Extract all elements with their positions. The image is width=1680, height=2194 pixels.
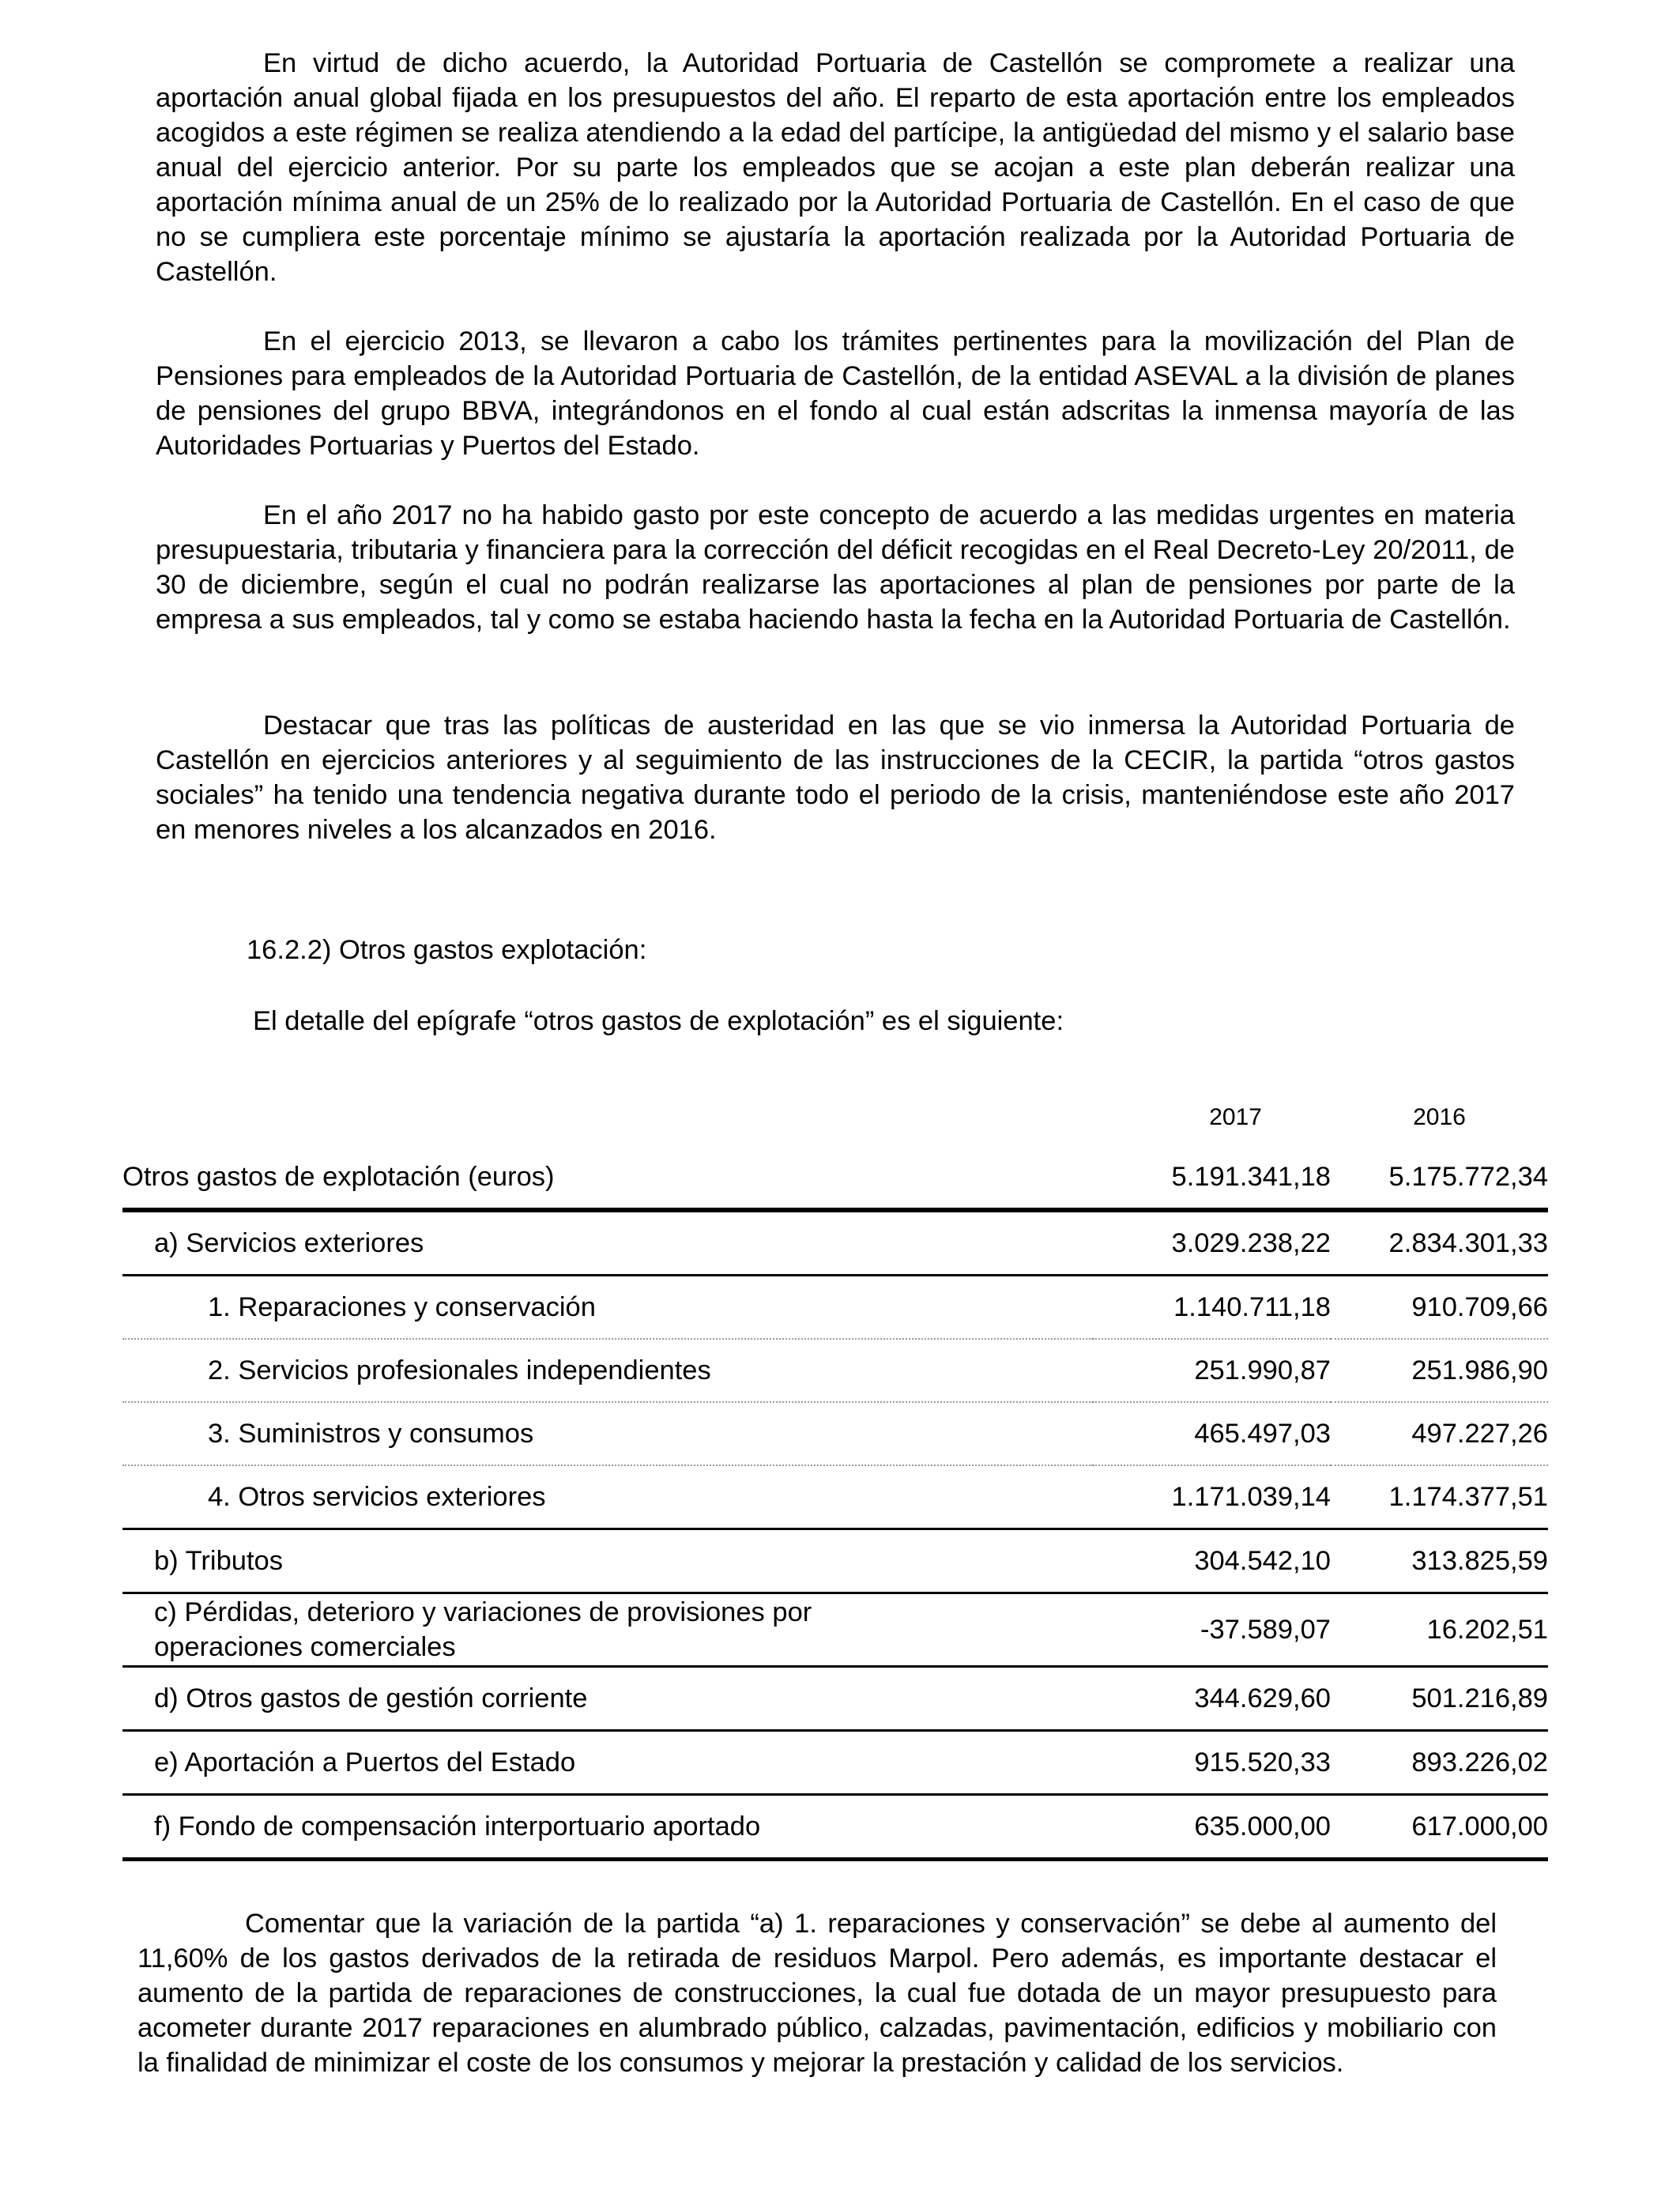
row-label: a) Servicios exteriores — [122, 1210, 1093, 1276]
value-2017: 915.520,33 — [1093, 1731, 1331, 1795]
value-2016: 2.834.301,33 — [1331, 1210, 1548, 1276]
row-label: e) Aportación a Puertos del Estado — [122, 1731, 1093, 1795]
value-2017: -37.589,07 — [1093, 1593, 1331, 1667]
table-row-aportacion-puertos — [122, 1731, 1548, 1795]
paragraph-real-decreto: En el año 2017 no ha habido gasto por este concepto de acuerdo a las medidas urgentes en materia presupuestaria, tributaria y financiera para la corrección del déficit recogidas en el Real Decreto-Ley 20/2011, de 30 de diciembre, según el cual no podrán realizarse las aportaciones al plan de pensiones por parte de la empresa a sus empleados, tal y como se estaba haciendo hasta la fecha en la Autoridad Portuaria de Castellón. — [156, 500, 1515, 635]
row-label: f) Fondo de compensación interportuario aportado — [122, 1795, 1093, 1860]
table-row-suministros — [122, 1402, 1548, 1465]
value-2016: 16.202,51 — [1331, 1593, 1548, 1667]
row-label: b) Tributos — [122, 1529, 1093, 1593]
value-2017: 5.191.341,18 — [1093, 1146, 1331, 1210]
row-label: 1. Reparaciones y conservación — [122, 1276, 1093, 1340]
table-row-tributos — [122, 1529, 1548, 1593]
paragraph-aportacion: En virtud de dicho acuerdo, la Autoridad Portuaria de Castellón se compromete a realizar una aportación anual global fijada en los presupuestos del año. El reparto de esta aportación entre los empleados acogidos a este régimen se realiza atendiendo a la edad del partícipe, la antigüedad del mismo y el salario base anual del ejercicio anterior. Por su parte los empleados que se acojan a este plan deberán realizar una aportación mínima anual de un 25% de lo realizado por la Autoridad Portuaria de Castellón. En el caso de que no se cumpliera este porcentaje mínimo se ajustaría la aportación realizada por la Autoridad Portuaria de Castellón. — [156, 48, 1515, 287]
table-row-perdidas-deterioro — [122, 1593, 1548, 1667]
value-2016: 1.174.377,51 — [1331, 1465, 1548, 1529]
row-label: c) Pérdidas, deterioro y variaciones de provisiones por operaciones comerciales — [122, 1593, 1093, 1667]
value-2017: 344.629,60 — [1093, 1667, 1331, 1731]
value-2016: 617.000,00 — [1331, 1795, 1548, 1860]
value-2016: 5.175.772,34 — [1331, 1146, 1548, 1210]
value-2016: 910.709,66 — [1331, 1276, 1548, 1340]
otros-gastos-table — [122, 1089, 1548, 1861]
value-2017: 1.171.039,14 — [1093, 1465, 1331, 1529]
value-2017: 1.140.711,18 — [1093, 1276, 1331, 1340]
value-2017: 635.000,00 — [1093, 1795, 1331, 1860]
column-header-2016: 2016 — [1413, 1104, 1466, 1130]
table-row-servicios-exteriores — [122, 1210, 1548, 1276]
value-2016: 251.986,90 — [1331, 1339, 1548, 1402]
paragraph-movilizacion-plan: En el ejercicio 2013, se llevaron a cabo los trámites pertinentes para la movilización del Plan de Pensiones para empleados de la Autoridad Portuaria de Castellón, de la entidad ASEVAL a la división de planes de pensiones del grupo BBVA, integrándonos en el fondo al cual están adscritas la inmensa mayoría de las Autoridades Portuarias y Puertos del Estado. — [156, 326, 1515, 461]
value-2017: 3.029.238,22 — [1093, 1210, 1331, 1276]
value-2016: 313.825,59 — [1331, 1529, 1548, 1593]
table-intro: El detalle del epígrafe “otros gastos de explotación” es el siguiente: — [253, 1006, 1064, 1036]
section-heading: 16.2.2) Otros gastos explotación: — [247, 935, 647, 965]
table-row-gestion-corriente — [122, 1667, 1548, 1731]
value-2017: 251.990,87 — [1093, 1339, 1331, 1402]
paragraph-comentario-variacion: Comentar que la variación de la partida “a) 1. reparaciones y conservación” se debe al aumento del 11,60% de los gastos derivados de la retirada de residuos Marpol. Pero además, es importante destacar el aumento de la partida de reparaciones de construcciones, la cual fue dotada de un mayor presupuesto para acometer durante 2017 reparaciones en alumbrado público, calzadas, pavimentación, edificios y mobiliario con la finalidad de minimizar el coste de los consumos y mejorar la prestación y calidad de los servicios. — [137, 1909, 1497, 2078]
row-label: 3. Suministros y consumos — [122, 1402, 1093, 1465]
table-row-servicios-profesionales — [122, 1339, 1548, 1402]
paragraph-austeridad: Destacar que tras las políticas de austeridad en las que se vio inmersa la Autoridad Portuaria de Castellón en ejercicios anteriores y al seguimiento de las instrucciones de la CECIR, la partida “otros gastos sociales” ha tenido una tendencia negativa durante todo el periodo de la crisis, manteniéndose este año 2017 en menores niveles a los alcanzados en 2016. — [156, 711, 1515, 845]
table-row-fondo-compensacion — [122, 1795, 1548, 1860]
column-header-2017: 2017 — [1209, 1104, 1262, 1130]
row-label: 2. Servicios profesionales independientes — [122, 1339, 1093, 1402]
value-2016: 501.216,89 — [1331, 1667, 1548, 1731]
table-row-reparaciones — [122, 1276, 1548, 1340]
value-2017: 465.497,03 — [1093, 1402, 1331, 1465]
row-label: Otros gastos de explotación (euros) — [122, 1146, 1093, 1210]
row-label: d) Otros gastos de gestión corriente — [122, 1667, 1093, 1731]
value-2017: 304.542,10 — [1093, 1529, 1331, 1593]
table-row-total — [122, 1146, 1548, 1210]
value-2016: 497.227,26 — [1331, 1402, 1548, 1465]
table-row-otros-servicios — [122, 1465, 1548, 1529]
table-header-row — [122, 1089, 1548, 1146]
row-label: 4. Otros servicios exteriores — [122, 1465, 1093, 1529]
value-2016: 893.226,02 — [1331, 1731, 1548, 1795]
